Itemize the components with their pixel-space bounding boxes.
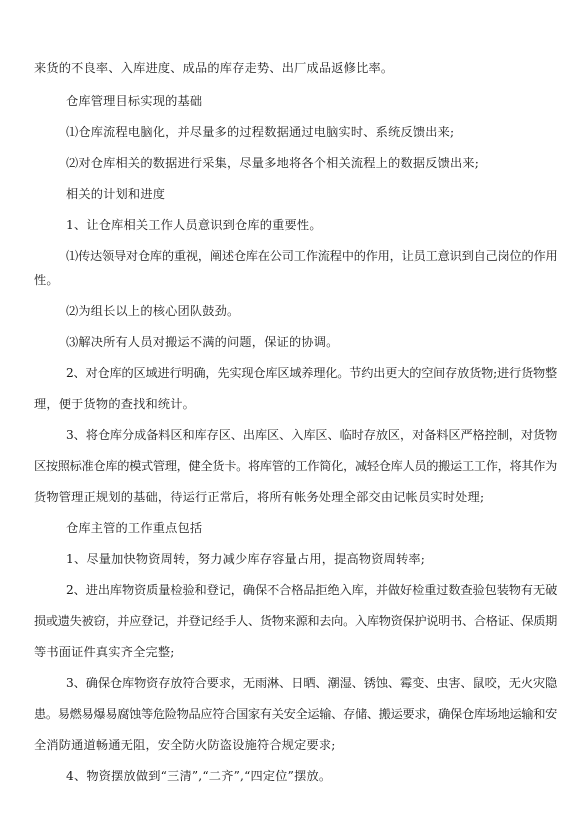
text-line: 3、确保仓库物资存放符合要求，无雨淋、日晒、潮湿、锈蚀、霉变、虫害、鼠咬，无火灾隐 — [66, 676, 558, 690]
text-line: 1、让仓库相关工作人员意识到仓库的重要性。 — [66, 218, 322, 232]
text-line: 性。 — [34, 273, 59, 287]
text-line: 3、将仓库分成备料区和库存区、出库区、入库区、临时存放区，对备料区严格控制，对货物 — [66, 428, 558, 442]
section-heading: 仓库主管的工作重点包括 — [66, 521, 203, 535]
text-line: 全消防通道畅通无阻，安全防火防盗设施符合规定要求; — [34, 738, 336, 752]
section-heading: 仓库管理目标实现的基础 — [66, 94, 203, 108]
text-line: 2、对仓库的区域进行明确，先实现仓库区域养理化。节约出更大的空间存放货物;进行货物整 — [66, 366, 557, 380]
section-heading: 相关的计划和进度 — [66, 187, 166, 201]
text-line: 损或遗失被窃，并应登记，并登记经手人、货物来源和去向。入库物资保护说明书、合格证、保质期 — [34, 614, 558, 628]
text-line: 1、尽量加快物资周转，努力减少库存容量占用，提高物资周转率; — [66, 552, 426, 566]
text-line: 区按照标准仓库的模式管理，健全货卡。将库管的工作简化，减轻仓库人员的搬运工工作，将其作为 — [34, 459, 558, 473]
text-line: ⑵对仓库相关的数据进行采集，尽量多地将各个相关流程上的数据反馈出来; — [66, 156, 480, 170]
text-line: ⑴仓库流程电脑化，并尽量多的过程数据通过电脑实时、系统反馈出来; — [66, 125, 455, 139]
text-line: 患。易燃易爆易腐蚀等危险物品应符合国家有关安全运输、存储、搬运要求，确保仓库场地运输和安 — [34, 707, 558, 721]
text-line: 货物管理正规划的基础，待运行正常后，将所有帐务处理全部交由记帐员实时处理; — [34, 490, 485, 504]
text-line: 2、进出库物资质量检验和登记，确保不合格品拒绝入库，并做好检重过数查验包装物有无破 — [66, 583, 558, 597]
text-line: ⑶解决所有人员对搬运不满的问题，保证的协调。 — [66, 335, 339, 349]
text-line: ⑵为组长以上的核心团队鼓劲。 — [66, 304, 240, 318]
text-line: 理，便于货物的查找和统计。 — [34, 397, 196, 411]
text-line: 等书面证件真实齐全完整; — [34, 645, 175, 659]
text-line: 来货的不良率、入库进度、成品的库存走势、出厂成品返修比率。 — [34, 61, 394, 75]
text-line: 4、物资摆放做到“三清”,“二齐”,“四定位”摆放。 — [66, 769, 332, 783]
text-line: ⑴传达领导对仓库的重视，阐述仓库在公司工作流程中的作用，让员工意识到自己岗位的作用 — [66, 249, 558, 263]
